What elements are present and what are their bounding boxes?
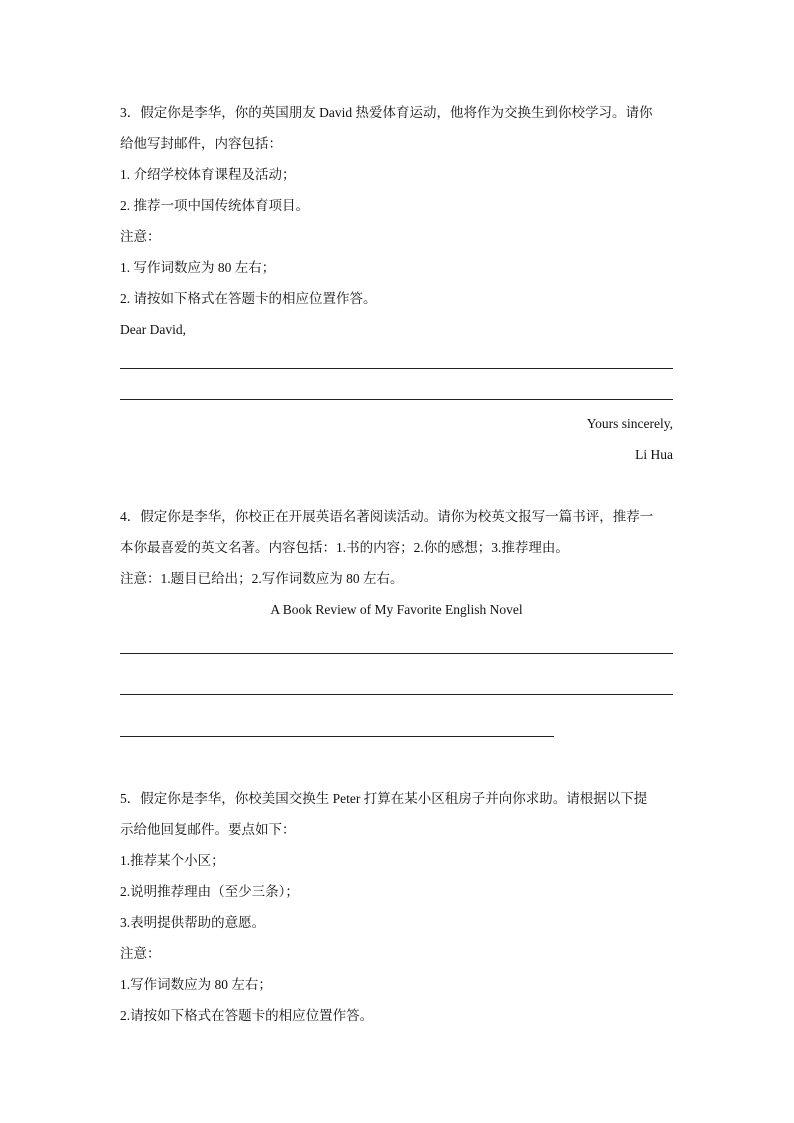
q5-point-1: 1.推荐某个小区； xyxy=(120,853,225,868)
q3-requirement-2: 2. 推荐一项中国传统体育项目。 xyxy=(120,198,309,213)
q5-prompt-line-2: 示给他回复邮件。要点如下： xyxy=(120,822,296,837)
q4-prompt-line-2: 本你最喜爱的英文名著。内容包括：1.书的内容；2.你的感想；3.推荐理由。 xyxy=(120,540,569,555)
q3-prompt-line-2: 给他写封邮件，内容包括： xyxy=(120,136,282,151)
q4-answer-line-2 xyxy=(120,694,673,695)
q5-note-2: 2.请按如下格式在答题卡的相应位置作答。 xyxy=(120,1008,374,1023)
q3-note-label: 注意： xyxy=(120,229,161,244)
q3-note-2: 2. 请按如下格式在答题卡的相应位置作答。 xyxy=(120,291,377,306)
q3-prompt-line-1: 3．假定你是李华，你的英国朋友 David 热爱体育运动，他将作为交换生到你校学习。请你 xyxy=(120,105,653,120)
q4-note: 注意：1.题目已给出；2.写作词数应为 80 左右。 xyxy=(120,571,404,586)
q4-answer-line-1 xyxy=(120,653,673,654)
q3-answer-line-1 xyxy=(120,368,673,369)
q3-salutation: Dear David, xyxy=(120,322,186,337)
q5-note-1: 1.写作词数应为 80 左右； xyxy=(120,977,272,992)
q4-essay-title: A Book Review of My Favorite English Novel xyxy=(270,602,523,617)
q5-point-3: 3.表明提供帮助的意愿。 xyxy=(120,915,266,930)
q5-note-label: 注意： xyxy=(120,946,161,961)
q3-closing: Yours sincerely, xyxy=(586,416,673,431)
q3-answer-line-2 xyxy=(120,399,673,400)
q3-requirement-1: 1. 介绍学校体育课程及活动； xyxy=(120,167,296,182)
q4-answer-line-3 xyxy=(120,736,554,737)
q3-note-1: 1. 写作词数应为 80 左右； xyxy=(120,260,276,275)
q3-signature: Li Hua xyxy=(635,447,673,462)
q5-point-2: 2.说明推荐理由（至少三条）； xyxy=(120,884,299,899)
q4-prompt-line-1: 4．假定你是李华，你校正在开展英语名著阅读活动。请你为校英文报写一篇书评，推荐一 xyxy=(120,509,654,524)
q5-prompt-line-1: 5．假定你是李华，你校美国交换生 Peter 打算在某小区租房子并向你求助。请根据以下提 xyxy=(120,791,648,806)
